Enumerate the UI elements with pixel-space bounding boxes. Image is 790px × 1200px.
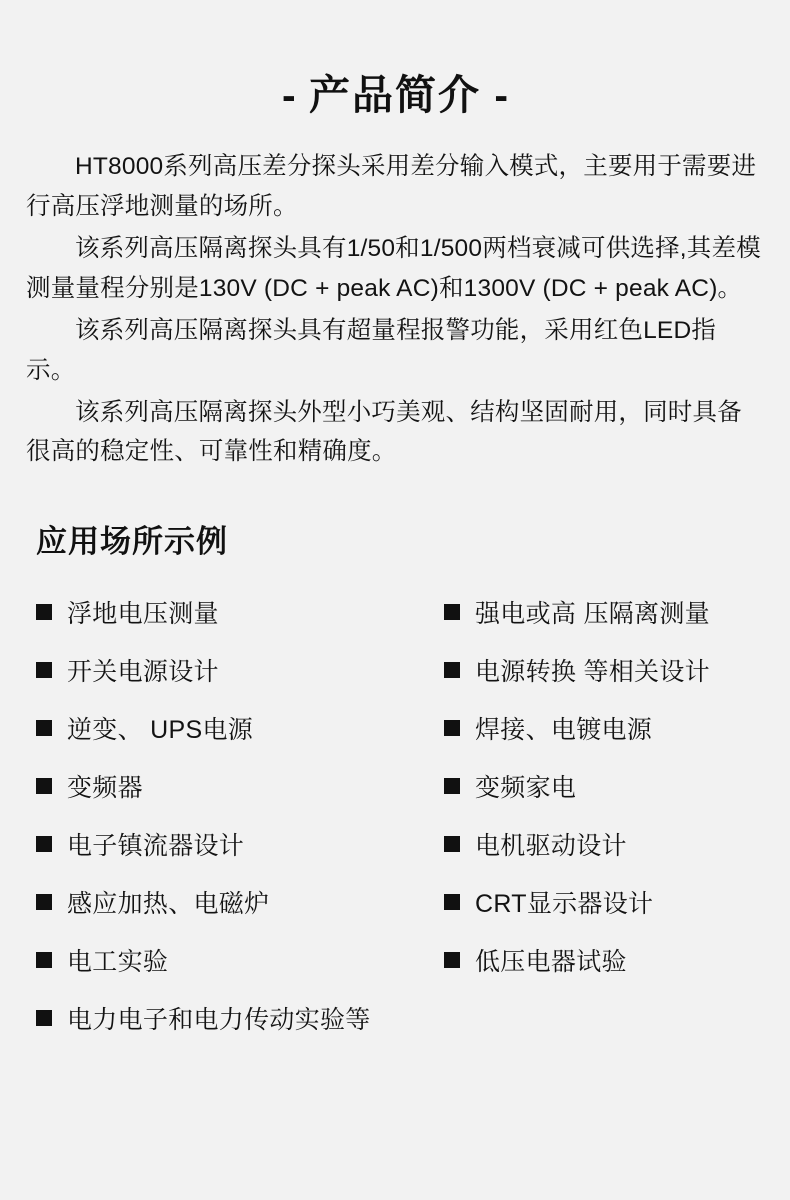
applications-right-column — [444, 583, 790, 989]
list-item — [36, 699, 444, 757]
square-bullet-icon — [36, 720, 52, 736]
list-item — [36, 931, 444, 989]
square-bullet-icon — [36, 1010, 52, 1026]
list-item-label: 变频器 — [67, 774, 143, 803]
square-bullet-icon — [444, 604, 460, 620]
list-item — [36, 583, 444, 641]
square-bullet-icon — [36, 952, 52, 968]
title-left-dash: - — [281, 72, 296, 118]
list-item — [444, 815, 790, 873]
list-item-label: 变频家电 — [475, 774, 577, 803]
list-item-label: 低压电器试验 — [475, 948, 627, 977]
list-item-label: 感应加热、电磁炉 — [67, 890, 270, 919]
list-item — [36, 815, 444, 873]
list-item-label: CRT显示器设计 — [475, 890, 654, 919]
list-item — [36, 757, 444, 815]
intro-text-block — [22, 147, 768, 472]
square-bullet-icon — [36, 778, 52, 794]
list-item — [444, 931, 790, 989]
intro-paragraph-4: 该系列高压隔离探头外型小巧美观、结构坚固耐用，同时具备很高的稳定性、可靠性和精确度。 — [26, 398, 742, 466]
square-bullet-icon — [444, 952, 460, 968]
square-bullet-icon — [444, 894, 460, 910]
title-right-dash: - — [494, 72, 509, 118]
square-bullet-icon — [444, 662, 460, 678]
list-item-label: 焊接、电镀电源 — [475, 716, 653, 745]
title-text: 产品简介 — [309, 72, 481, 118]
square-bullet-icon — [36, 836, 52, 852]
intro-paragraph-1: HT8000系列高压差分探头采用差分输入模式，主要用于需要进行高压浮地测量的场所。 — [26, 153, 757, 220]
list-item — [36, 989, 754, 1047]
square-bullet-icon — [444, 836, 460, 852]
square-bullet-icon — [36, 604, 52, 620]
list-item — [444, 757, 790, 815]
list-item-label: 逆变、 UPS电源 — [67, 716, 254, 745]
list-item — [444, 699, 790, 757]
list-item-label: 开关电源设计 — [67, 658, 219, 687]
list-item-label: 电机驱动设计 — [475, 832, 627, 861]
square-bullet-icon — [444, 778, 460, 794]
list-item — [36, 641, 444, 699]
intro-paragraph-2: 该系列高压隔离探头具有1/50和1/500两档衰减可供选择,其差模测量量程分别是130V (DC + peak AC)和1300V (DC + peak AC)。 — [26, 234, 761, 302]
list-item — [444, 583, 790, 641]
list-item-label: 电子镇流器设计 — [67, 832, 245, 861]
applications-list — [22, 583, 768, 1047]
page-title — [22, 0, 768, 121]
list-item — [444, 873, 790, 931]
list-item-label: 电力电子和电力传动实验等 — [67, 1006, 371, 1035]
applications-left-column — [36, 583, 444, 989]
applications-heading: 应用场所示例 — [36, 524, 228, 560]
list-item-label: 强电或高 压隔离测量 — [475, 600, 710, 629]
square-bullet-icon — [36, 894, 52, 910]
square-bullet-icon — [36, 662, 52, 678]
square-bullet-icon — [444, 720, 460, 736]
list-item — [444, 641, 790, 699]
intro-paragraph-3: 该系列高压隔离探头具有超量程报警功能，采用红色LED指示。 — [26, 316, 717, 384]
list-item-label: 电工实验 — [67, 948, 169, 977]
list-item-label: 电源转换 等相关设计 — [475, 658, 710, 687]
list-item — [36, 873, 444, 931]
list-item-label: 浮地电压测量 — [67, 600, 219, 629]
